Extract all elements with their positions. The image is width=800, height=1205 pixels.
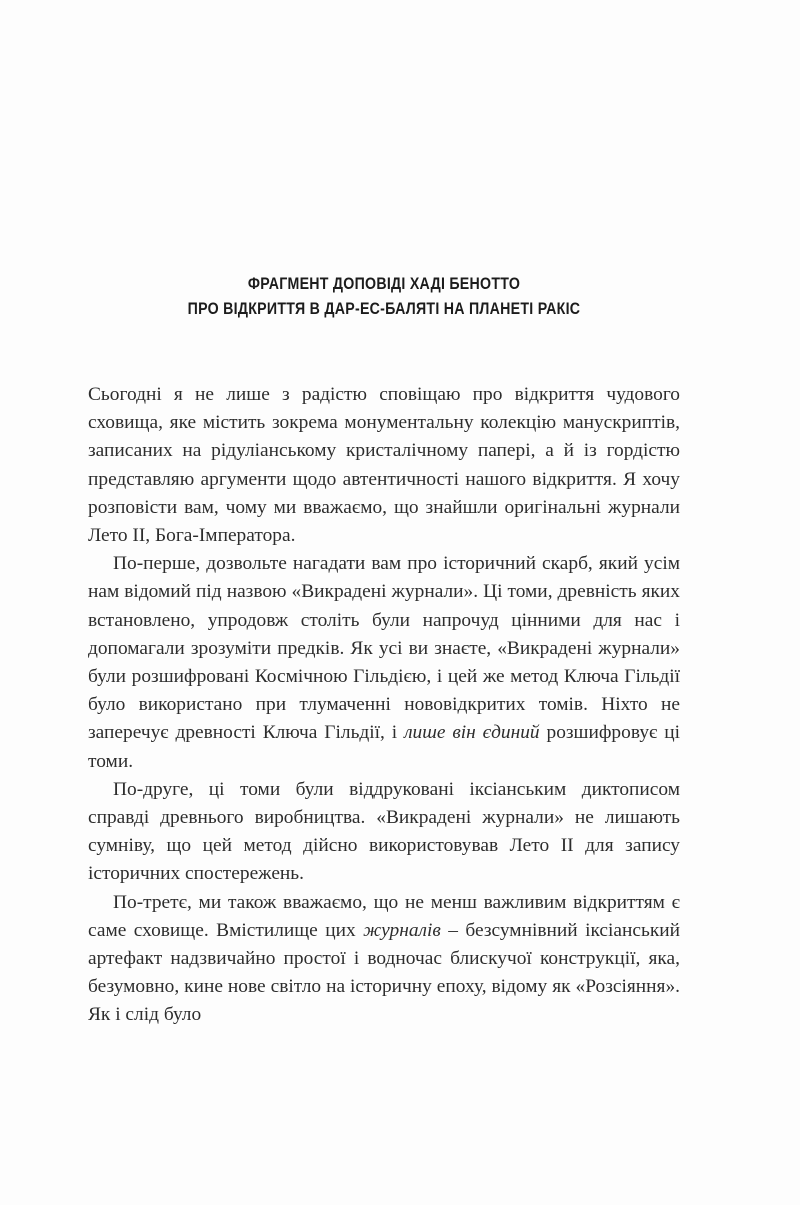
chapter-heading — [88, 272, 680, 322]
paragraph-1 — [88, 381, 680, 550]
chapter-heading-line-1: ФРАГМЕНТ ДОПОВІДІ ХАДІ БЕНОТТО — [247, 275, 521, 293]
paragraph-1-text: Сьогодні я не лише з радістю сповіщаю про відкриття чудового сховища, яке містить зокрема монументальну колекцію манускриптів, записаних на рідуліанському кристалічному папері, а й із гордістю представляю аргументи щодо автентичності нашого відкриття. Я хочу розповісти вам, чому ми вважаємо, що знайшли оригінальні журнали Лето II, Бога-Імператора. — [88, 384, 680, 547]
chapter-heading-line-2: ПРО ВІДКРИТТЯ В ДАР-ЕС-БАЛЯТІ НА ПЛАНЕТІ РАКІС — [187, 300, 581, 318]
paragraph-2 — [88, 550, 680, 776]
paragraph-2-text-a: По-перше, дозвольте нагадати вам про історичний скарб, який усім нам відомий під назвою «Викрадені журнали». Ці томи, древність яких встановлено, упродовж століть були напрочуд цінними для нас і допомагали зрозуміти предків. Як усі ви знаєте, «Викрадені журнали» були розшифровані Космічною Гільдією, і цей же метод Ключа Гільдії було використано при тлумаченні нововідкритих томів. Ніхто не заперечує древності Ключа Гільдії, і — [88, 553, 680, 744]
paragraph-3 — [88, 776, 680, 889]
paragraph-4 — [88, 889, 680, 1030]
paragraph-2-emphasis: лише він єдиний — [404, 722, 540, 744]
body-text — [88, 381, 680, 1030]
paragraph-4-text-a: По-третє, ми також вважаємо, що не менш важливим відкриттям є саме сховище. Вмістилище цих — [88, 891, 680, 941]
paragraph-2-text-b: розшифровує ці томи. — [88, 722, 680, 772]
paragraph-3-text: По-друге, ці томи були віддруковані іксіанським диктописом справді древнього виробництва. «Викрадені журнали» не лишають сумніву, що цей метод дійсно використовував Лето II для запису історичних спостережень. — [88, 778, 680, 885]
paragraph-4-text-b: – безсумнівний іксіанський артефакт надзвичайно простої і водночас блискучої конструкції, яка, безумовно, кине нове світло на історичну епоху, відому як «Розсіяння». Як і слід було — [88, 919, 681, 1026]
paragraph-4-emphasis: журналів — [363, 919, 441, 941]
